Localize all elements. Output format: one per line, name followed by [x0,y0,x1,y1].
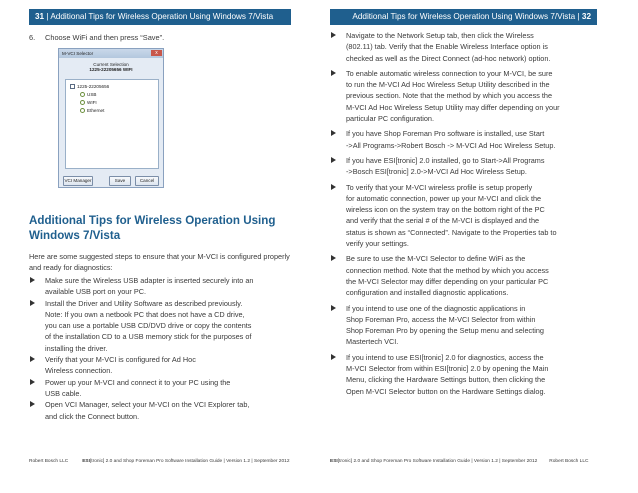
page-header [330,9,597,25]
radio-icon [80,100,85,105]
current-selection-value: 1225-22205656 WIFI [89,67,133,72]
bullet-arrow-icon [331,70,336,76]
bullet-arrow-icon [331,255,336,261]
current-selection [65,62,157,72]
tree-node-usb[interactable]: USB [70,91,154,99]
section-heading: Additional Tips for Wireless Operation Using Windows 7/Vista [29,214,276,242]
tree-node-wifi[interactable]: WIFI [70,99,154,107]
bullet-arrow-icon [331,32,336,38]
list-item: If you intend to use ESI[tronic] 2.0 for diagnostics, access the M-VCI Selector from within ESI[tronic] 2.0 by opening the Main Menu, clicking the Hardware Settings button, then clicking the Open M-VCI Selector button on the Hardware Settings dialog. [330,352,617,397]
bullet-arrow-icon [30,277,35,283]
mvci-selector-dialog [58,48,164,188]
bullet-arrow-icon [30,379,35,385]
footer-text: [tronic] 2.0 and Shop Foreman Pro Software Installation Guide | Version 1.2 | September 2012 [337,459,538,464]
save-button[interactable]: Save [109,176,131,186]
right-page [319,0,638,493]
list-item: If you intend to use one of the diagnostic applications in Shop Foreman Pro, access the M-VCI Selector from within Shop Foreman Pro by opening the Setup menu and selecting Mastertech VCI. [330,303,617,348]
device-icon [70,84,75,89]
list-item: Make sure the Wireless USB adapter is inserted securely into an available USB port on your PC. [29,275,299,298]
list-item: If you have ESI[tronic] 2.0 installed, go to Start->All Programs ->Bosch ESI[tronic] 2.0->M-VCI Ad Hoc Wireless Setup. [330,155,617,178]
bullet-arrow-icon [331,130,336,136]
list-item: Be sure to use the M-VCI Selector to define WiFi as the connection method. Note that the method by which you access the M-VCI Selector may differ depending on your particular PC configuration and installed diagnostic applications. [330,253,617,298]
intro-paragraph: Here are some suggested steps to ensure that your M-VCI is configured properly and ready for diagnostics: [29,252,290,272]
page-number: 31 [35,12,45,21]
bullet-arrow-icon [331,305,336,311]
page-header [29,9,291,25]
page-footer [29,459,289,464]
device-tree[interactable] [65,79,159,169]
list-item: Power up your M-VCI and connect it to your PC using the USB cable. [29,377,299,400]
dialog-title: M-VCI Selector [62,51,94,56]
footer-brand: ESI [330,459,338,464]
header-title: | Additional Tips for Wireless Operation Using Windows 7/Vista [44,12,274,21]
footer-text: [tronic] 2.0 and Shop Foreman Pro Software Installation Guide | Version 1.2 | September 2012 [89,459,290,464]
bullet-arrow-icon [331,157,336,163]
list-item: To verify that your M-VCI wireless profile is setup properly for automatic connection, power up your M-VCI and click the wireless icon on the system tray on the bottom right of the PC and verify that the serial # of the M-VCI is displayed and the status is shown as “Connected”. Navigate to the Properties tab to verify your settings. [330,182,617,250]
footer-company: Robert Bosch LLC [29,459,69,464]
tree-node-root[interactable]: 1225-22205656 [70,83,154,91]
list-item: If you have Shop Foreman Pro software is installed, use Start ->All Programs->Robert Bosch -> M-VCI Ad Hoc Wireless Setup. [330,128,617,151]
step-text: Choose WiFi and then press “Save”. [45,33,165,42]
dialog-title-bar [59,49,163,58]
list-item: Install the Driver and Utility Software as described previously. Note: If you own a netbook PC that does not have a CD drive, you can use a portable USB CD/DVD drive or copy the contents of the installation CD to a USB memory stick for the purposes of installing the driver. [29,298,299,354]
list-item: To enable automatic wireless connection to your M-VCI, be sure to run the M-VCI Ad Hoc Wireless Setup Utility described in the previous section. Note that the method by which you access the M-VCI Ad Hoc Wireless Setup Utility may differ depending on your particular PC configuration. [330,68,617,124]
radio-icon [80,92,85,97]
footer-brand: ESI [82,459,90,464]
bullet-arrow-icon [30,300,35,306]
bullet-arrow-icon [30,356,35,362]
vci-manager-button[interactable]: VCI Manager [63,176,93,186]
list-item: Open VCI Manager, select your M-VCI on the VCI Explorer tab, and click the Connect button. [29,399,299,422]
page-number: 32 [581,12,591,21]
cancel-button[interactable]: Cancel [135,176,159,186]
bullet-arrow-icon [331,354,336,360]
bullet-arrow-icon [331,184,336,190]
radio-icon [80,108,85,113]
page-footer [330,459,588,464]
close-icon[interactable]: x [151,50,162,56]
step-item [29,33,164,42]
tree-node-ethernet[interactable]: Ethernet [70,107,154,115]
header-title: Additional Tips for Wireless Operation Using Windows 7/Vista | [352,12,582,21]
tips-list [330,30,617,397]
list-item: Navigate to the Network Setup tab, then click the Wireless (802.11) tab. Verify that the Enable Wireless Interface option is checked as well as the Direct Connect (ad-hoc network) option. [330,30,617,64]
step-number: 6. [29,33,36,42]
tips-list [29,275,299,422]
bullet-arrow-icon [30,401,35,407]
current-selection-label: Current Selection [93,62,129,67]
list-item: Verify that your M-VCI is configured for Ad Hoc Wireless connection. [29,354,299,377]
footer-company: Robert Bosch LLC [549,459,589,464]
